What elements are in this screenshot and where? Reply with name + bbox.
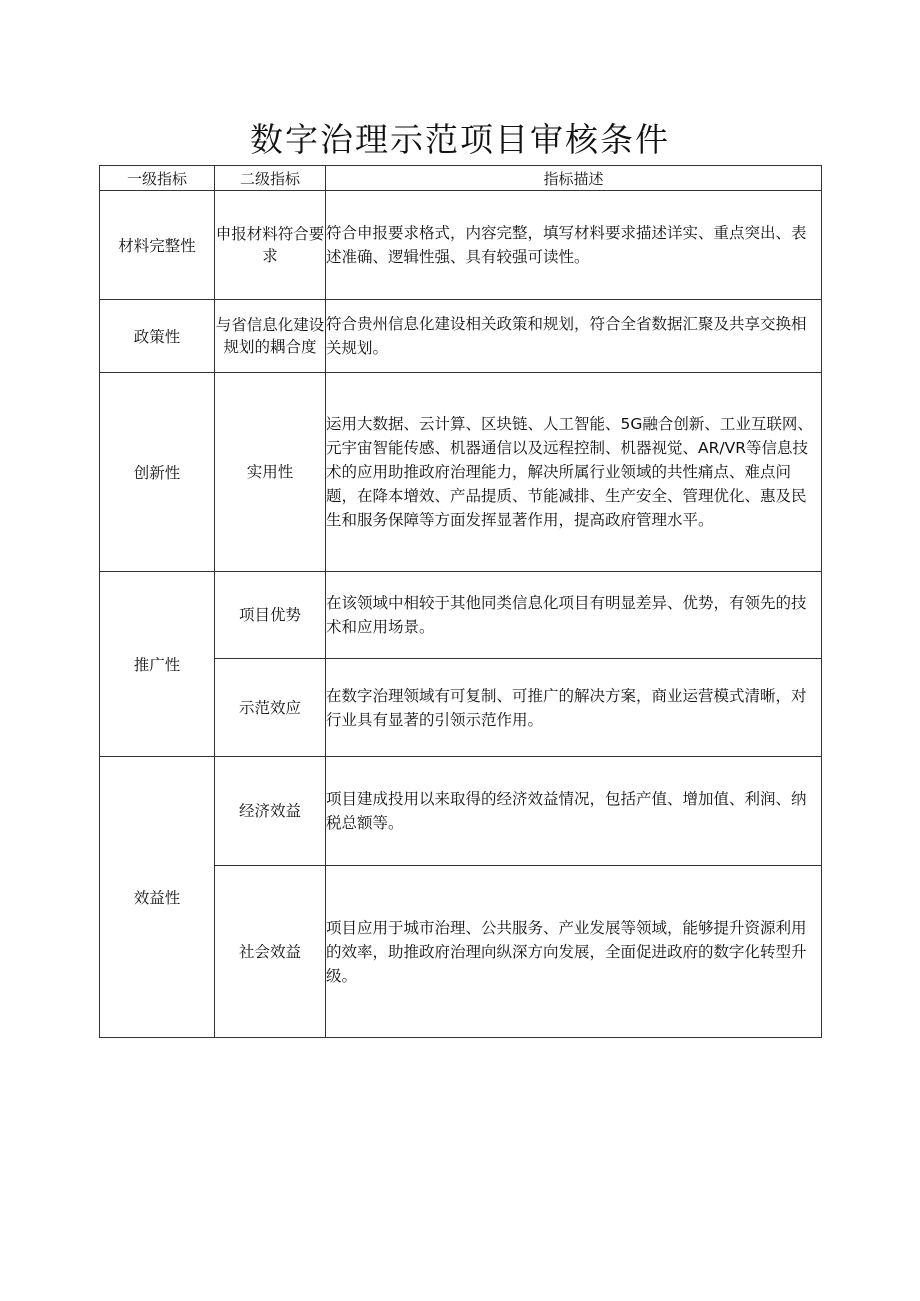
description-cell: 在数字治理领域有可复制、可推广的解决方案，商业运营模式清晰，对行业具有显著的引领示范作用。 [326, 659, 822, 757]
description-cell: 运用大数据、云计算、区块链、人工智能、5G融合创新、工业互联网、元宇宙智能传感、机器通信以及远程控制、机器视觉、AR/VR等信息技术的应用助推政府治理能力，解决所属行业领域的共性痛点、难点问题，在降本增效、产品提质、节能减排、生产安全、管理优化、惠及民生和服务保障等方面发挥显著作用，提高政府管理水平。 [326, 373, 822, 572]
description-cell: 在该领域中相较于其他同类信息化项目有明显差异、优势，有领先的技术和应用场景。 [326, 572, 822, 659]
header-level1: 一级指标 [100, 166, 215, 191]
level2-cell: 项目优势 [215, 572, 326, 659]
description-cell: 符合贵州信息化建设相关政策和规划，符合全省数据汇聚及共享交换相关规划。 [326, 300, 822, 373]
level2-cell: 社会效益 [215, 866, 326, 1038]
level2-cell: 实用性 [215, 373, 326, 572]
page-title: 数字治理示范项目审核条件 [250, 120, 670, 159]
header-level2: 二级指标 [215, 166, 326, 191]
table-row [100, 191, 822, 300]
table-row [100, 572, 822, 659]
description-cell: 符合申报要求格式，内容完整，填写材料要求描述详实、重点突出、表述准确、逻辑性强、具有较强可读性。 [326, 191, 822, 300]
description-cell: 项目应用于城市治理、公共服务、产业发展等领域，能够提升资源利用的效率，助推政府治理向纵深方向发展，全面促进政府的数字化转型升级。 [326, 866, 822, 1038]
level1-cell: 材料完整性 [100, 191, 215, 300]
table-row [100, 300, 822, 373]
level1-cell: 推广性 [100, 572, 215, 757]
level1-cell: 效益性 [100, 757, 215, 1038]
level1-cell: 政策性 [100, 300, 215, 373]
description-cell: 项目建成投用以来取得的经济效益情况，包括产值、增加值、利润、纳税总额等。 [326, 757, 822, 866]
level2-cell: 示范效应 [215, 659, 326, 757]
header-description: 指标描述 [326, 166, 822, 191]
table-header-row [100, 166, 822, 191]
criteria-table [99, 165, 822, 1038]
level2-cell: 申报材料符合要求 [215, 191, 326, 300]
level1-cell: 创新性 [100, 373, 215, 572]
table-row [100, 373, 822, 572]
level2-cell: 与省信息化建设规划的耦合度 [215, 300, 326, 373]
table-row [100, 757, 822, 866]
level2-cell: 经济效益 [215, 757, 326, 866]
